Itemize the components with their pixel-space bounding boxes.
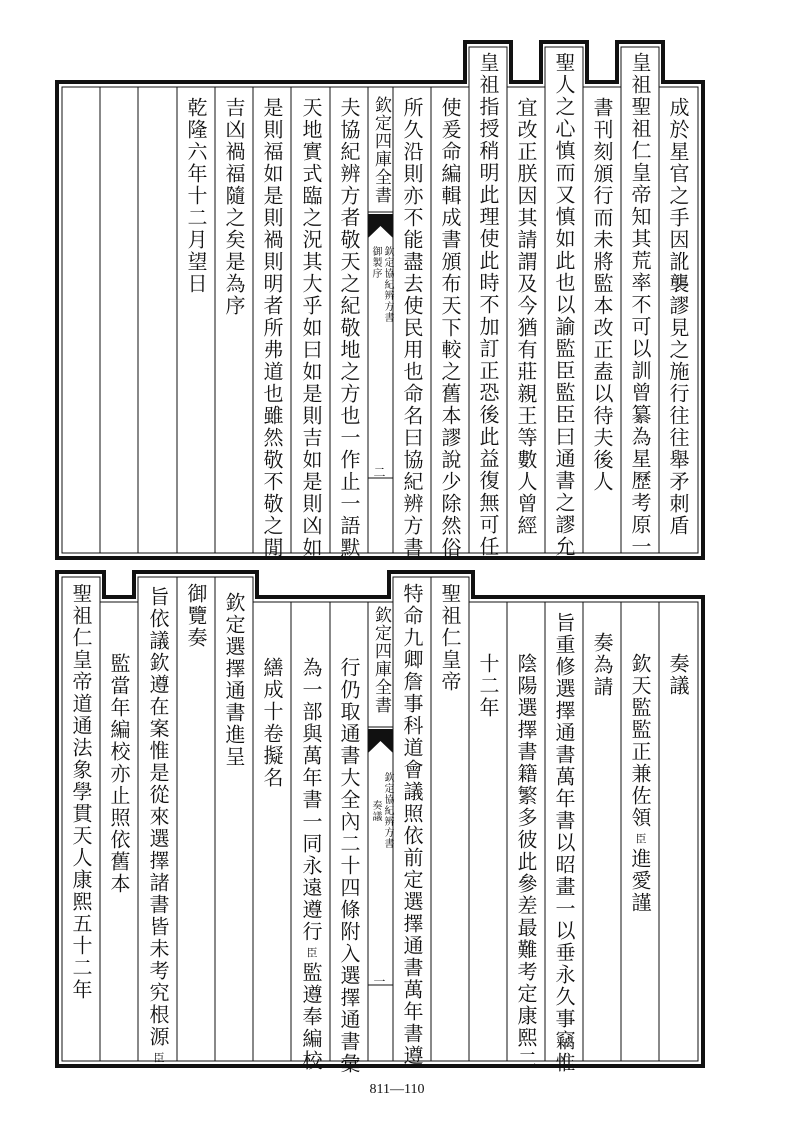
column-text: 特命九卿詹事科道會議照依前定選擇通書萬年書遵 [400,583,424,1067]
text-column [477,653,499,719]
column-text: 聖人之心慎而又慎如此也以諭監臣監臣曰通書之謬允 [552,52,576,558]
margin-page-number: 一 [372,975,386,987]
text-column-raised [439,583,461,693]
column-text: 奏為請 [590,632,614,698]
fishtail-icon [368,729,393,753]
margin-section: 御製序 [370,246,381,279]
column-text: 旨重修選擇通書萬年書以昭畫一以垂永久事竊惟 [552,612,576,1074]
text-column [553,612,575,1074]
text-column [338,657,360,1075]
column-text: 奏議 [666,653,690,697]
column-text: 監當年編校亦止照依舊本 [107,653,131,895]
small-character: 臣 [634,833,647,844]
column-text: 成於星官之手因訛襲謬見之施行往往舉矛刺盾 [666,97,690,537]
column-text: 繕成十卷擬名 [260,657,284,789]
margin-book-title: 欽定協紀辨方書 [382,246,393,323]
column-text: 欽天監監正兼佐領 [628,653,652,829]
text-column [300,97,322,559]
column-text: 吉凶禍福隨之矣是為序 [222,97,246,317]
page-reference: 811—110 [369,1082,425,1097]
text-column [629,653,651,914]
text-column [515,653,537,1071]
column-text: 天地實式臨之況其大乎如曰如是則吉如是則凶如 [299,97,323,559]
text-column-raised [629,52,651,558]
text-column [439,97,461,559]
fishtail-icon [368,214,393,238]
small-character: 臣 [152,1052,165,1063]
text-column [338,97,360,559]
text-column [108,653,130,895]
text-column [515,97,537,537]
column-text: 書刊刻頒行而未將監本改正盍以待夫後人 [590,97,614,493]
text-column [401,97,423,559]
text-column [300,657,322,1072]
column-text: 乾隆六年十二月望日 [184,97,208,295]
column-text: 是則福如是則禍則明者所弗道也雖然敬不敬之閒 [260,97,284,559]
column-text: 皇祖指授稍明此理使此時不加訂正恐後此益復無可任 [476,52,500,558]
column-text: 旨依議欽遵在案惟是從來選擇諸書皆未考究根源 [146,586,170,1048]
text-column [261,97,283,559]
column-text: 使爰命編輯成書頒布天下較之舊本謬說少除然俗 [438,97,462,559]
text-column-raised [401,583,423,1067]
column-text: 御覽奏 [184,583,208,649]
column-text: 皇祖聖祖仁皇帝知其荒率不可以訓曾纂為星歷考原一 [628,52,652,558]
margin-page-number: 二 [372,466,386,478]
column-text: 進愛謹 [628,848,652,914]
column-text: 夫協紀辨方者敬天之紀敬地之方也一作止一語默 [337,97,361,559]
text-column [667,97,689,537]
column-text: 所久沿則亦不能盡去使民用也命名曰協紀辨方書 [400,97,424,559]
margin-title: 欽定四庫全書 [371,606,391,714]
text-column-raised [70,583,92,1001]
small-character: 臣 [305,947,318,958]
text-column-raised [147,586,169,1067]
margin-section: 奏議 [370,800,381,822]
text-column [591,632,613,698]
column-text: 陰陽選擇書籍繁多彼此參差最難考定康熙二 [514,653,538,1071]
column-text: 為一部與萬年書一同永遠遵行 [299,657,323,943]
column-text: 宜改正朕因其請謂及今猶有莊親王等數人曾經 [514,97,538,537]
text-column [261,657,283,789]
text-column-raised [553,52,575,558]
text-column [667,653,689,697]
text-column-raised [185,583,207,649]
column-text: 聖祖仁皇帝 [438,583,462,693]
column-text: 監遵奉編校 [299,962,323,1072]
column-text: 聖祖仁皇帝道通法象學貫天人康熙五十二年 [69,583,93,1001]
text-column [223,97,245,317]
text-column-raised [223,592,245,768]
margin-book-title: 欽定協紀辨方書 [382,772,393,849]
text-column-raised [477,52,499,558]
column-text: 行仍取通書大全內二十四條附入選擇通書彙 [337,657,361,1075]
text-column [591,97,613,493]
column-text: 十二年 [476,653,500,719]
margin-title: 欽定四庫全書 [371,96,391,204]
column-text: 欽定選擇通書進呈 [222,592,246,768]
date-column [185,97,207,295]
